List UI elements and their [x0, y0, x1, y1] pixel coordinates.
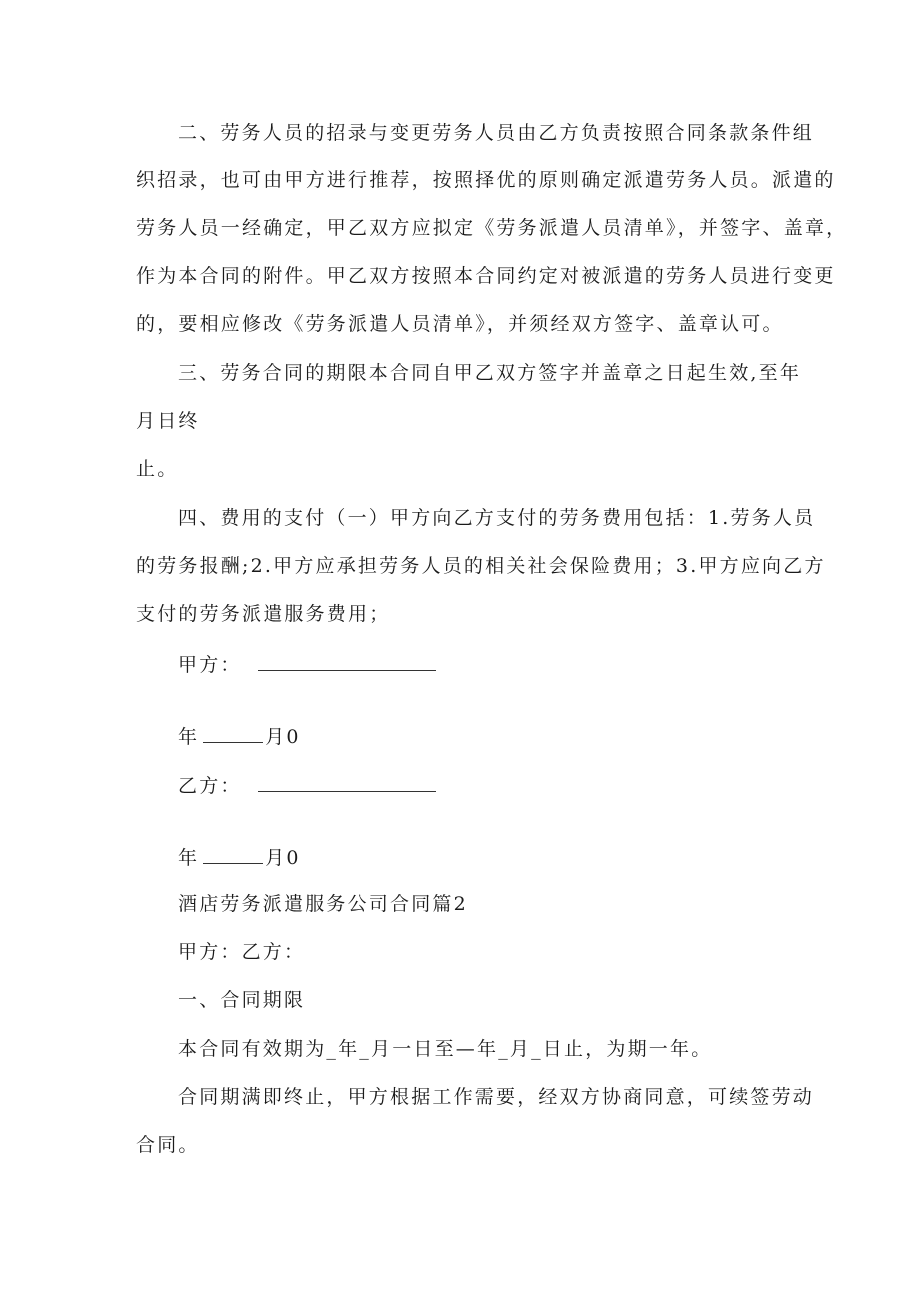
contract2-renew-line1: 合同期满即终止，甲方根据工作需要，经双方协商同意，可续签劳动 — [178, 1086, 815, 1108]
signature-b-row — [178, 775, 436, 796]
contract2-parties: 甲方：乙方： — [178, 941, 306, 963]
signature-a-row — [178, 654, 436, 675]
section3-line3: 止。 — [136, 458, 179, 480]
section4-line2: 的劳务报酬;2.甲方应承担劳务人员的相关社会保险费用；3.甲方应向乙方 — [136, 555, 826, 577]
signature-a-month-blank[interactable] — [203, 726, 263, 743]
signature-b-month: 月0 — [265, 847, 301, 869]
signature-b-month-blank[interactable] — [203, 847, 263, 864]
signature-a-year: 年 — [178, 726, 200, 748]
section3-line1: 三、劳务合同的期限本合同自甲乙双方签字并盖章之日起生效,至年 — [178, 362, 802, 384]
contract2-heading1: 一、合同期限 — [178, 989, 306, 1011]
contract2-title: 酒店劳务派遣服务公司合同篇2 — [178, 893, 468, 915]
section2-line1: 二、劳务人员的招录与变更劳务人员由乙方负责按照合同条款条件组 — [178, 122, 815, 144]
section2-line4: 作为本合同的附件。甲乙双方按照本合同约定对被派遣的劳务人员进行变更 — [136, 265, 836, 287]
signature-a-month: 月0 — [265, 726, 301, 748]
contract2-term: 本合同有效期为_年_月一日至—年_月_日止，为期一年。 — [178, 1038, 713, 1060]
signature-a-label: 甲方： — [178, 654, 242, 676]
signature-b-date — [178, 847, 301, 868]
section2-line2: 织招录，也可由甲方进行推荐，按照择优的原则确定派遣劳务人员。派遣的 — [136, 169, 836, 191]
contract2-renew-line2: 合同。 — [136, 1134, 200, 1156]
signature-b-blank[interactable] — [258, 775, 436, 792]
signature-b-label: 乙方： — [178, 775, 242, 797]
section2-line5: 的，要相应修改《劳务派遣人员清单》，并须经双方签字、盖章认可。 — [136, 313, 784, 335]
section4-line1: 四、费用的支付（一）甲方向乙方支付的劳务费用包括：1.劳务人员 — [178, 507, 816, 529]
signature-a-date — [178, 726, 301, 747]
section2-line3: 劳务人员一经确定，甲乙双方应拟定《劳务派遣人员清单》，并签字、盖章， — [136, 217, 848, 239]
signature-b-year: 年 — [178, 847, 200, 869]
section3-line2: 月日终 — [136, 410, 200, 432]
signature-a-blank[interactable] — [258, 654, 436, 671]
section4-line3: 支付的劳务派遣服务费用； — [136, 603, 391, 625]
